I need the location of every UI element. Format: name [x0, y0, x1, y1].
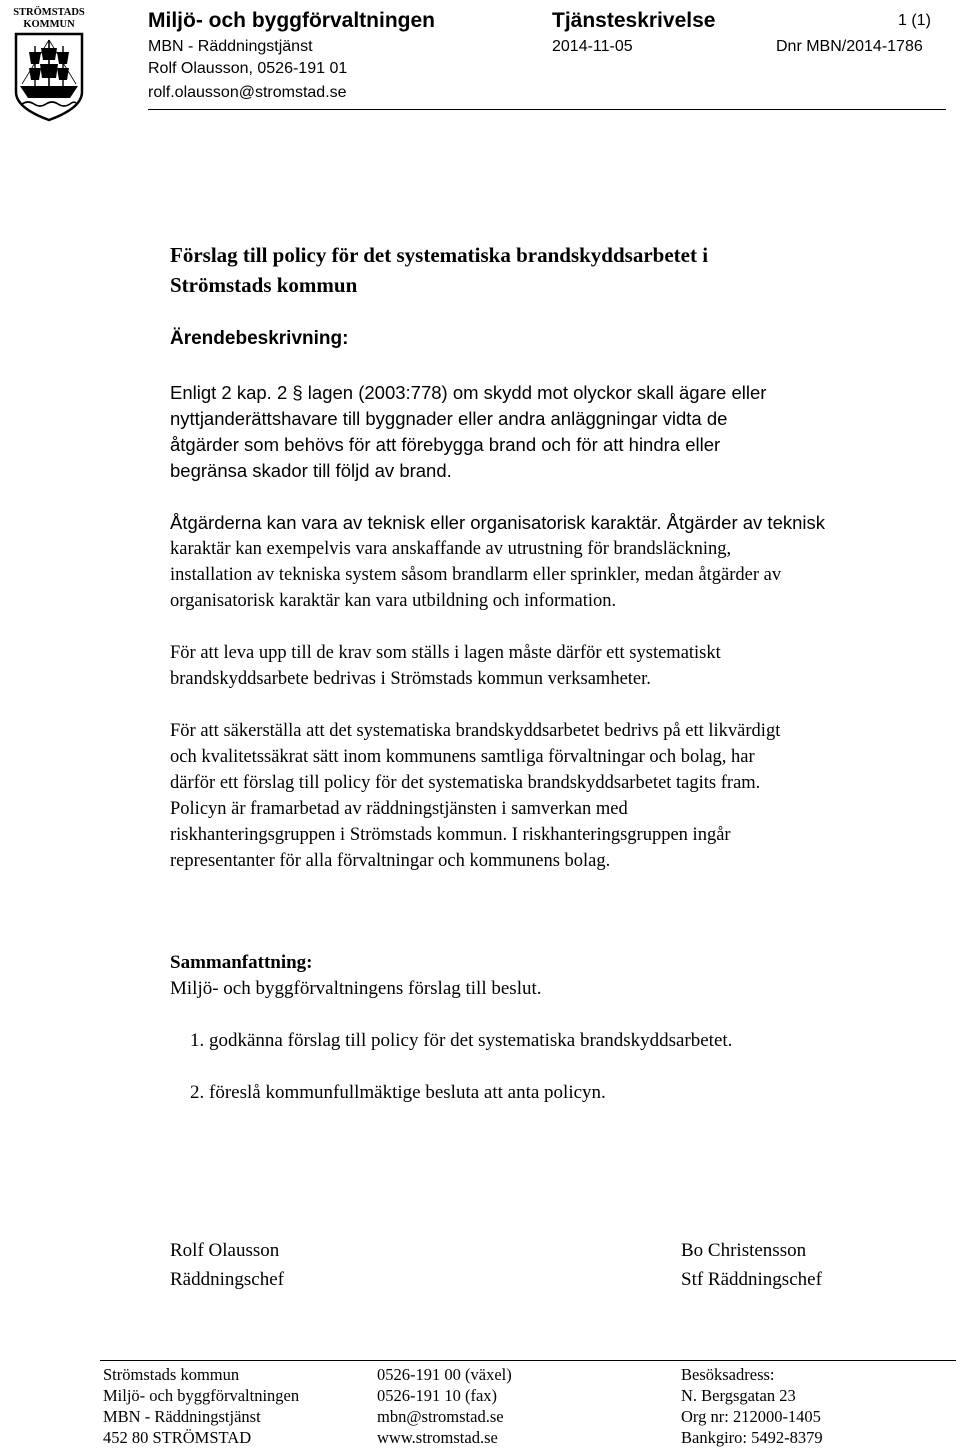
header-date: 2014-11-05: [552, 38, 633, 55]
document-title-line1: Förslag till policy för det systematiska brandskyddsarbetet i: [170, 243, 709, 267]
footer-line: Bankgiro: 5492-8379: [681, 1428, 823, 1447]
header-person: Rolf Olausson, 0526-191 01: [148, 60, 348, 77]
paragraph-4: [170, 718, 780, 874]
footer-column-3: [681, 1364, 823, 1448]
header-organization: Miljö- och byggförvaltningen: [148, 9, 435, 32]
signature-title: Stf Räddningschef: [681, 1269, 822, 1290]
paragraph-line: därför ett förslag till policy för det systematiska brandskyddsarbetet tagits fram.: [170, 773, 761, 793]
footer-website-link[interactable]: www.stromstad.se: [377, 1428, 498, 1447]
paragraph-line: brandskyddsarbete bedrivas i Strömstads kommun verksamheter.: [170, 669, 651, 689]
signature-name: Rolf Olausson: [170, 1240, 280, 1261]
paragraph-line: installation av tekniska system såsom brandlarm eller sprinkler, medan åtgärder av: [170, 565, 782, 585]
summary-text: Miljö- och byggförvaltningens förslag till beslut.: [170, 978, 542, 999]
document-title-line2: Strömstads kommun: [170, 273, 358, 297]
summary-heading: Sammanfattning:: [170, 952, 313, 973]
paragraph-line: Policyn är framarbetad av räddningstjänsten i samverkan med: [170, 799, 628, 819]
paragraph-line: begränsa skador till följd av brand.: [170, 460, 452, 481]
municipality-logo: [8, 4, 90, 122]
signature-title: Räddningschef: [170, 1269, 284, 1290]
signature-name: Bo Christensson: [681, 1240, 807, 1261]
footer-fax: 0526-191 10 (fax): [377, 1386, 498, 1405]
footer-line: Miljö- och byggförvaltningen: [103, 1386, 300, 1405]
paragraph-line: åtgärder som behövs för att förebygga brand och för att hindra eller: [170, 434, 721, 455]
paragraph-2: [170, 510, 825, 614]
summary-list-item: 2. föreslå kommunfullmäktige besluta att anta policyn.: [190, 1082, 606, 1103]
ship-crest-icon: [8, 4, 90, 122]
footer-divider: [100, 1360, 956, 1361]
footer-line: MBN - Räddningstjänst: [103, 1407, 261, 1426]
paragraph-line: riskhanteringsgruppen i Strömstads kommun. I riskhanteringsgruppen ingår: [170, 825, 731, 845]
paragraph-line: För att leva upp till de krav som ställs i lagen måste därför ett systematiskt: [170, 643, 721, 663]
signature-block-2: [681, 1236, 822, 1294]
header-divider: [148, 109, 946, 110]
logo-text-line1: STRÖMSTADS: [13, 7, 85, 18]
logo-text-line2: KOMMUN: [23, 19, 75, 30]
footer-column-2: [377, 1364, 512, 1448]
header-document-type: Tjänsteskrivelse: [552, 9, 716, 32]
header-dnr: Dnr MBN/2014-1786: [776, 38, 923, 55]
footer-line: Strömstads kommun: [103, 1365, 240, 1384]
footer-column-1: [103, 1364, 299, 1448]
header-unit: MBN - Räddningstjänst: [148, 38, 313, 55]
footer-line: Org nr: 212000-1405: [681, 1407, 821, 1426]
paragraph-1: [170, 380, 766, 484]
paragraph-line: För att säkerställa att det systematiska brandskyddsarbetet bedrivs på ett likvärdigt: [170, 721, 781, 741]
footer-line: 452 80 STRÖMSTAD: [103, 1428, 252, 1447]
paragraph-3: [170, 640, 721, 692]
summary-list-item: 1. godkänna förslag till policy för det systematiska brandskyddsarbetet.: [190, 1030, 733, 1051]
signature-block-1: [170, 1236, 284, 1294]
paragraph-line: nyttjanderättshavare till byggnader eller andra anläggningar vidta de: [170, 408, 728, 429]
footer-phone: 0526-191 00 (växel): [377, 1365, 512, 1384]
paragraph-line: Enligt 2 kap. 2 § lagen (2003:778) om skydd mot olyckor skall ägare eller: [170, 382, 767, 403]
paragraph-line: och kvalitetssäkrat sätt inom kommunens samtliga förvaltningar och bolag, har: [170, 747, 755, 767]
paragraph-line: karaktär kan exempelvis vara anskaffande av utrustning för brandsläckning,: [170, 539, 732, 559]
header-email: rolf.olausson@stromstad.se: [148, 84, 347, 101]
footer-email-link[interactable]: mbn@stromstad.se: [377, 1407, 504, 1426]
footer-line: N. Bergsgatan 23: [681, 1386, 796, 1405]
header-page-number: 1 (1): [898, 12, 931, 29]
paragraph-line: Åtgärderna kan vara av teknisk eller organisatorisk karaktär. Åtgärder av teknisk: [170, 512, 826, 533]
description-heading: Ärendebeskrivning:: [170, 328, 349, 349]
paragraph-line: representanter för alla förvaltningar och kommunens bolag.: [170, 851, 611, 871]
paragraph-line: organisatorisk karaktär kan vara utbildning och information.: [170, 591, 617, 611]
footer-line: Besöksadress:: [681, 1365, 775, 1384]
